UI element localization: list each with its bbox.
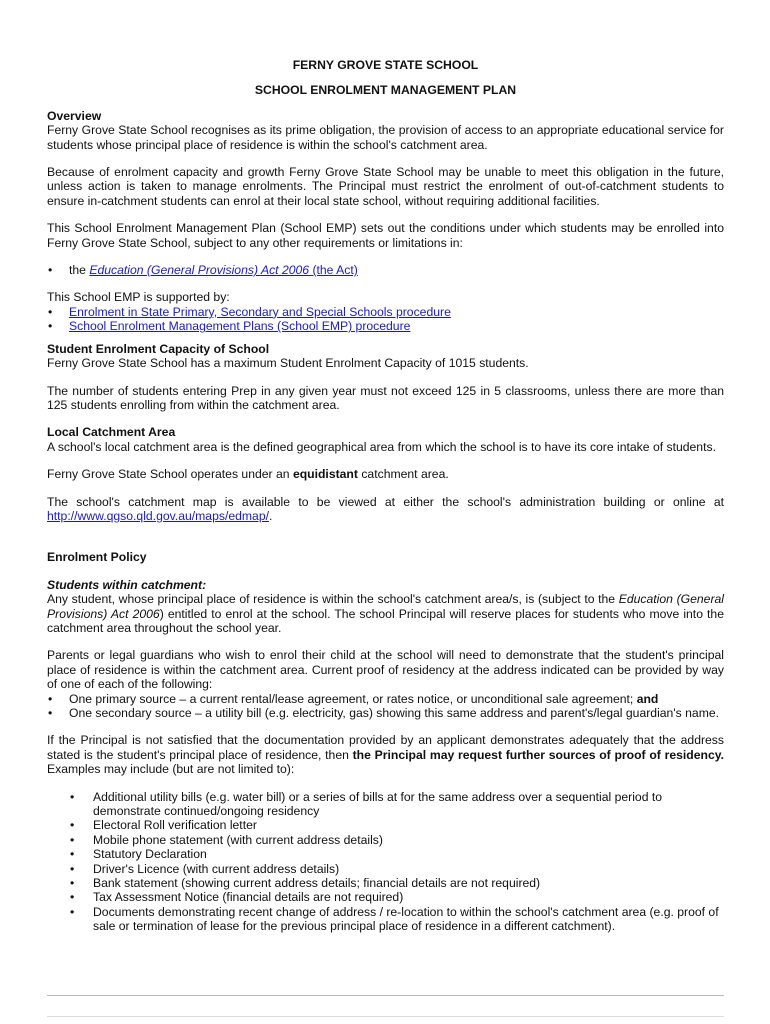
capacity-paragraph-1: Ferny Grove State School has a maximum Student Enrolment Capacity of 1015 students. (47, 356, 529, 371)
procedure-links (47, 305, 724, 334)
list-item: • Documents demonstrating recent change of address / re-location to within the school's catchment area (e.g. proof of sale or termination of lease for the previous principal place of residence in a different catchment). (47, 905, 724, 934)
list-item: • Additional utility bills (e.g. water bill) or a series of bills at for the same address over a sequential period to demonstrate continued/ongoing residency (47, 790, 724, 819)
catchment-paragraph-2: Ferny Grove State School operates under an equidistant catchment area. (47, 467, 449, 482)
page-edge (47, 1016, 724, 1017)
overview-paragraph-3: This School Enrolment Management Plan (School EMP) sets out the conditions under which students may be enrolled into Ferny Grove State School, subject to any other requirements or limitations in: (47, 221, 724, 250)
policy-paragraph-1: Any student, whose principal place of residence is within the school's catchment area/s, is (subject to the Education (General Provisions) Act 2006) entitled to enrol at the school. The school Principal will reserve places for students who move into the catchment area throughout the school year. (47, 592, 725, 635)
document-title: SCHOOL ENROLMENT MANAGEMENT PLAN (254, 83, 517, 98)
capacity-paragraph-2: The number of students entering Prep in any given year must not exceed 125 in 5 classrooms, unless there are more than 125 students enrolling from within the catchment area. (47, 383, 724, 412)
catchment-paragraph-1: A school's local catchment area is the defined geographical area from which the school is to have its core intake of students. (47, 439, 716, 454)
list-item: • the Education (General Provisions) Act 2006 (the Act) (47, 263, 724, 277)
list-item: • One primary source – a current rental/lease agreement, or rates notice, or unconditional sale agreement; and (47, 692, 724, 706)
list-item: • Bank statement (showing current address details; financial details are not required) (47, 876, 724, 890)
act-list (47, 263, 724, 277)
policy-paragraph-3: If the Principal is not satisfied that the documentation provided by an applicant demonstrates adequately that the address stated is the student's principal place of residence, then the Principal may request further sources of proof of residency. Examples may include (but are not limited to): (47, 733, 724, 777)
catchment-heading: Local Catchment Area (47, 425, 176, 440)
list-item: • Electoral Roll verification letter (47, 818, 724, 832)
supported-by-text: This School EMP is supported by: (47, 290, 230, 305)
overview-heading: Overview (47, 108, 102, 123)
policy-paragraph-2: Parents or legal guardians who wish to enrol their child at the school will need to demonstrate that the student's principal place of residence is within the catchment area. Current proof of residency at the address indicated can be provided by way of one of each of the following: (47, 648, 724, 692)
list-item (47, 305, 724, 319)
list-item: • Tax Assessment Notice (financial details are not required) (47, 890, 724, 904)
capacity-heading: Student Enrolment Capacity of School (47, 341, 270, 356)
proof-examples (47, 790, 724, 934)
list-item: • Mobile phone statement (with current address details) (47, 833, 724, 847)
list-item: • Statutory Declaration (47, 847, 724, 861)
overview-paragraph-1: Ferny Grove State School recognises as its prime obligation, the provision of access to an appropriate educational service for students whose principal place of residence is within the school's catchment area. (47, 123, 724, 152)
list-item (47, 319, 724, 333)
overview-paragraph-2: Because of enrolment capacity and growth Ferny Grove State School may be unable to meet this obligation in the future, unless action is taken to manage enrolments. The Principal must restrict the enrolment of out-of-catchment students to ensure in-catchment students can enrol at their local state school, without requiring additional facilities. (47, 165, 724, 208)
catchment-map-link[interactable]: http://www.qgso.qld.gov.au/maps/edmap/ (47, 508, 269, 523)
residency-sources (47, 692, 724, 721)
document-body: FERNY GROVE STATE SCHOOL SCHOOL ENROLMENT MANAGEMENT PLAN Overview Ferny Grove State School recognises as its prime obligation, the provision of access to an appropriate educational service for students whose principal place of residence is within the school's catchment area. Because of enrolment capacity and growth Ferny Grove State School may be unable to meet this obligation in the future, unless action is taken to manage enrolments. The Principal must restrict the enrolment of out-of-catchment students to ensure in-catchment students can enrol at their local state school, without requiring additional facilities. This School Enrolment Management Plan (School EMP) sets out the conditions under which students may be enrolled into Ferny Grove State School, subject to any other requirements or limitations in: • the Education (General Provisions) Act 2006 (the Act) This School EMP is supported by: • Enrolment in State Primary, Secondary and Special Schools procedure • School Enrolment Management Plans (School EMP) procedure Student Enrolment Capacity of School Ferny Grove State School has a maximum Student Enrolment Capacity of 1015 students. The number of students entering Prep in any given year must not exceed 125 in 5 classrooms, unless there are more than 125 students enrolling from within the catchment area. Local Catchment Area A school's local catchment area is the defined geographical area from which the school is to have its core intake of students. Ferny Grove State School operates under an equidistant catchment area. The school's catchment map is available to be viewed at either the school's administration building or online at http://www.qgso.qld.gov.au/maps/edmap/. Enrolment Policy Students within catchment: Any student, whose principal place of residence is within the school's catchment area/s, is (subject to the Education (General Provisions) Act 2006) entitled to enrol at the school. The school Principal will reserve places for students who move into the catchment area throughout the school year. Parents or legal guardians who wish to enrol their child at the school will need to demonstrate that the student's principal place of residence is within the catchment area. Current proof of residency at the address indicated can be provided by way of one of each of the following: • One primary source – a current rental/lease agreement, or rates notice, or unconditional sale agreement; and • One secondary source – a utility bill (e.g. electricity, gas) showing this same address and parent's/legal guardian's name. If the Principal is not satisfied that the documentation provided by an applicant demonstrates adequately that the address stated is the student's principal place of residence, then the Principal may request further sources of proof of residency. Examples may include (but are not limited to): • Additional utility bills (e.g. water bill) or a series of bills at for the same address over a sequential period to demonstrate continued/ongoing residency • Electoral Roll verification letter • Mobile phone statement (with current address details) • Statutory Declaration • Driver's Licence (with current address details) • Bank statement (showing current address details; financial details are not required) • Tax Assessment Notice (financial details are not required) • Documents demonstrating recent change of address / re-location to within the school's catchment area (e.g. proof of sale or termination of lease for the previous principal place of residence in a different catchment). (47, 58, 724, 934)
act-link[interactable]: Education (General Provisions) Act 2006 (the Act) (89, 263, 358, 278)
emp-procedure-link[interactable]: School Enrolment Management Plans (School EMP) procedure (69, 319, 411, 334)
enrolment-procedure-link[interactable]: Enrolment in State Primary, Secondary and Special Schools procedure (69, 304, 451, 319)
policy-subheading: Students within catchment: (47, 577, 207, 592)
catchment-paragraph-3: The school's catchment map is available to be viewed at either the school's administration building or online at (47, 494, 724, 509)
school-name: FERNY GROVE STATE SCHOOL (292, 58, 479, 72)
footer-divider (47, 995, 724, 996)
policy-heading: Enrolment Policy (47, 550, 147, 565)
list-item: • One secondary source – a utility bill (e.g. electricity, gas) showing this same address and parent's/legal guardian's name. (47, 706, 724, 720)
list-item: • Driver's Licence (with current address details) (47, 862, 724, 876)
